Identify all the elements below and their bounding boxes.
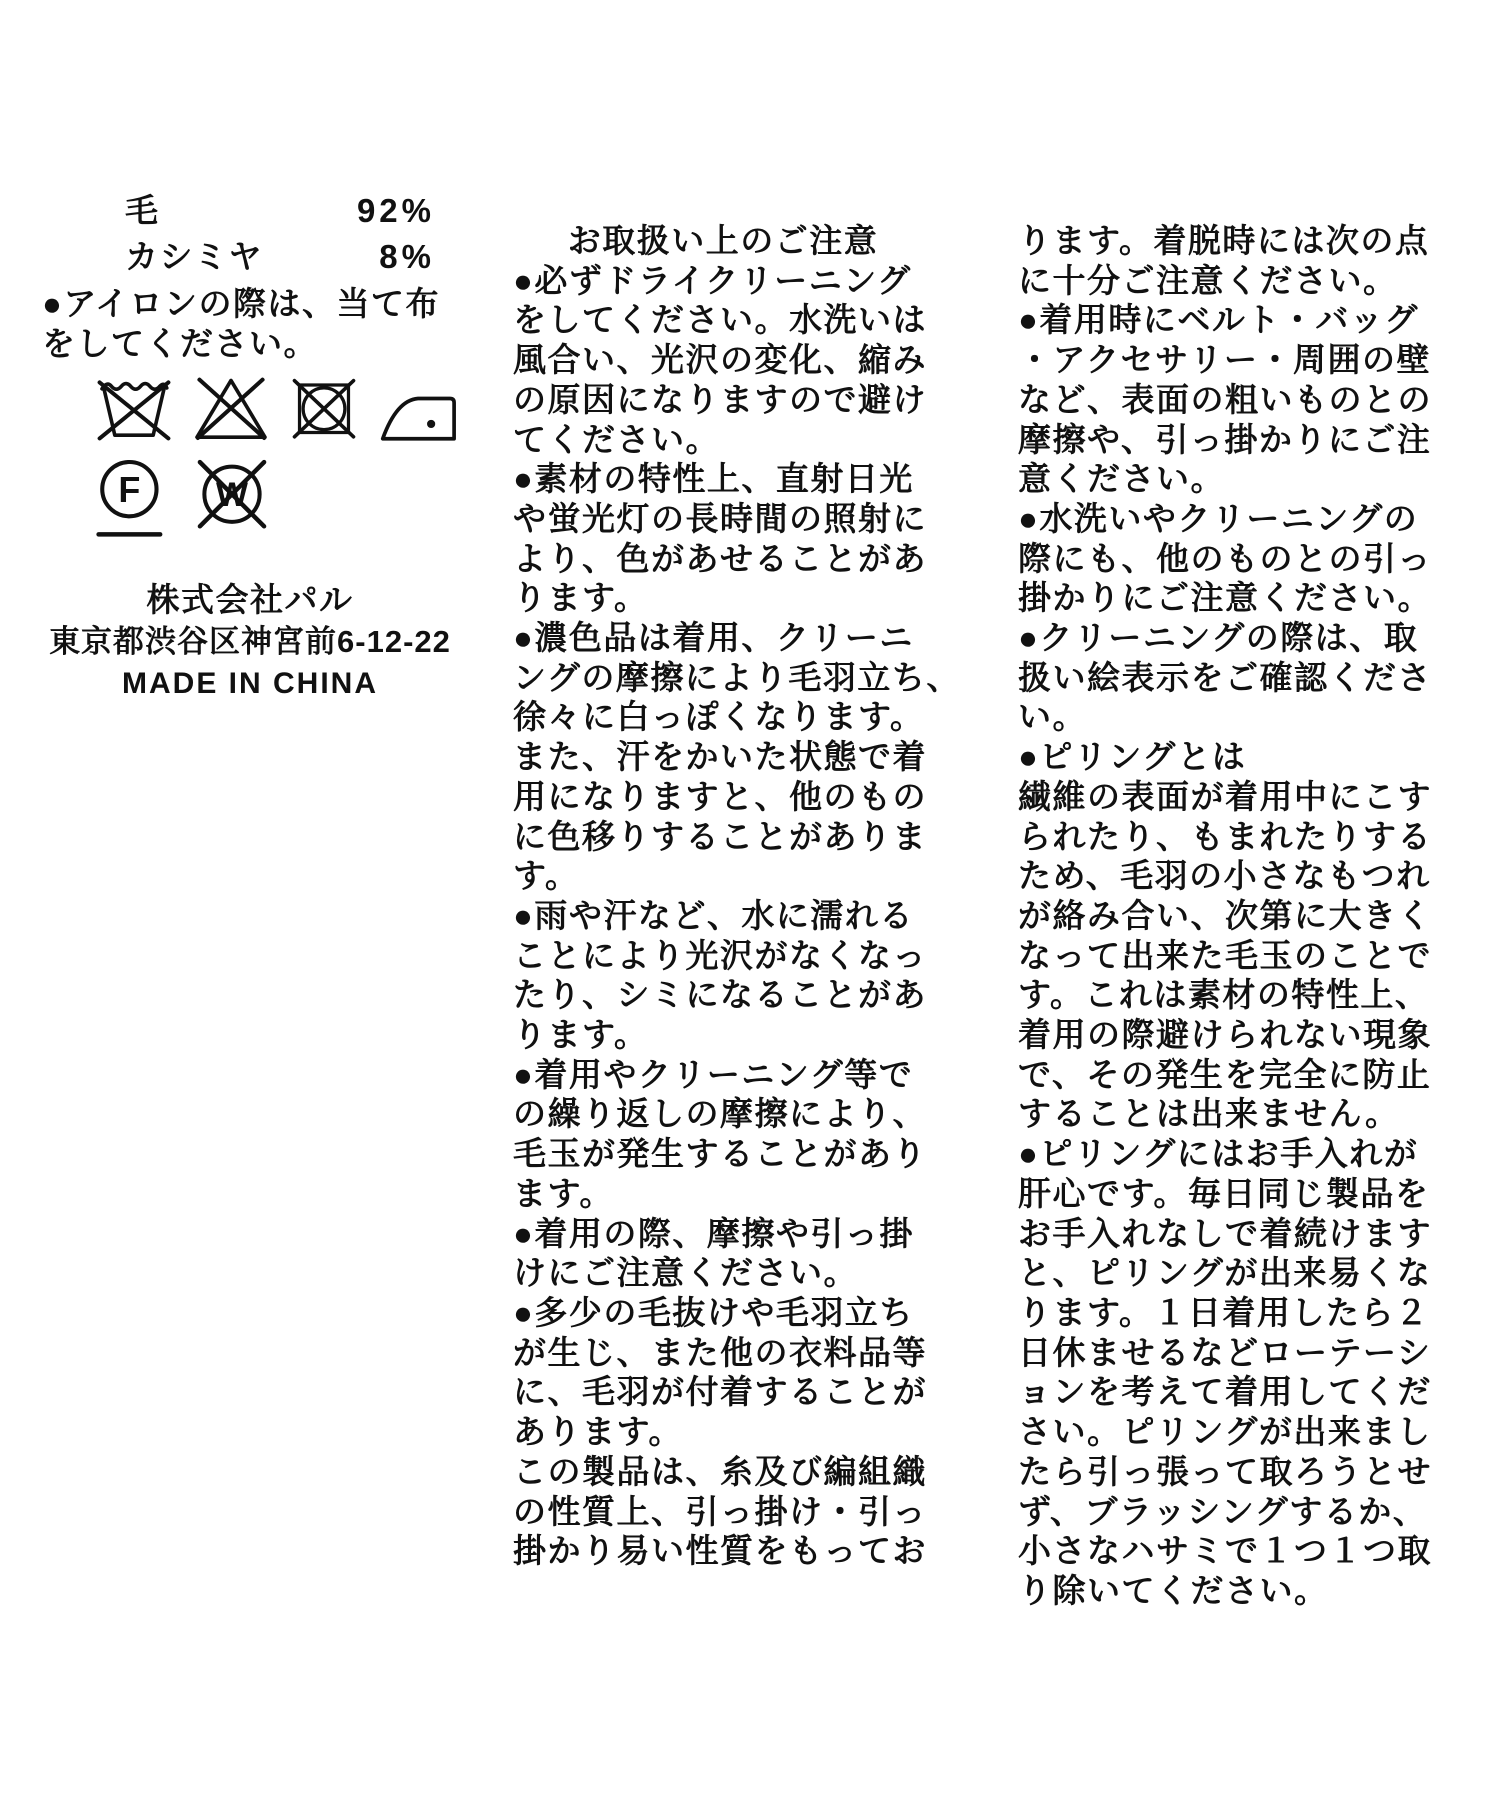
text-line: られたり、もまれたりする bbox=[1018, 817, 1432, 855]
care-instructions-title: お取扱い上のご注意 bbox=[567, 222, 879, 259]
text-line: お手入れなしで着続けます bbox=[1018, 1214, 1432, 1252]
text-line: この製品は、糸及び編組織 bbox=[513, 1452, 927, 1490]
text-line: ョンを考えて着用してくだ bbox=[1018, 1373, 1432, 1411]
text-line: 風合い、光沢の変化、縮み bbox=[513, 341, 927, 379]
text-line: に、毛羽が付着することが bbox=[513, 1373, 927, 1411]
text-line: り除いてください。 bbox=[1018, 1571, 1329, 1609]
iron-note-line: ●アイロンの際は、当て布 bbox=[42, 285, 440, 322]
text-line: ●濃色品は着用、クリーニ bbox=[513, 619, 914, 657]
fiber-composition-row bbox=[125, 188, 435, 234]
text-line: ●必ずドライクリーニング bbox=[513, 261, 912, 299]
text-line: ●水洗いやクリーニングの bbox=[1018, 499, 1419, 537]
text-line: に色移りすることがありま bbox=[513, 817, 927, 855]
text-line: ングの摩擦により毛羽立ち、 bbox=[513, 658, 961, 696]
text-line: ●着用やクリーニング等で bbox=[513, 1055, 914, 1093]
iron-note bbox=[42, 284, 440, 363]
text-line: 際にも、他のものとの引っ bbox=[1018, 539, 1432, 577]
manufacturer-info bbox=[20, 579, 480, 705]
text-line: ず、ブラッシングするか、 bbox=[1018, 1492, 1428, 1530]
text-line: てください。 bbox=[513, 420, 720, 458]
text-line: が絡み合い、次第に大きく bbox=[1018, 896, 1432, 934]
do-not-wash-icon bbox=[94, 374, 174, 442]
text-line: また、汗をかいた状態で着 bbox=[513, 738, 927, 776]
fiber-composition-row-material: 毛 bbox=[125, 192, 160, 229]
text-line: ●素材の特性上、直射日光 bbox=[513, 460, 914, 498]
dry-clean-letter: F bbox=[118, 468, 141, 510]
text-line: 毛玉が発生することがあり bbox=[513, 1135, 927, 1173]
text-line: 用になりますと、他のもの bbox=[513, 777, 927, 815]
fiber-composition bbox=[125, 188, 435, 280]
care-instructions-column-1 bbox=[513, 221, 961, 1571]
iron-note-line: をしてください。 bbox=[42, 324, 318, 362]
care-instructions-text-1 bbox=[513, 261, 961, 1571]
fiber-composition-row-material: カシミヤ bbox=[125, 238, 263, 275]
text-line: 扱い絵表示をご確認くださ bbox=[1018, 658, 1432, 696]
text-line: ●ピリングにはお手入れが bbox=[1018, 1135, 1419, 1173]
text-line: ります。着脱時には次の点 bbox=[1018, 222, 1430, 259]
do-not-bleach-icon bbox=[190, 374, 272, 442]
text-line: 日休ませるなどローテーシ bbox=[1018, 1333, 1432, 1371]
text-line: ります。 bbox=[513, 579, 649, 617]
text-line: をしてください。水洗いは bbox=[513, 301, 927, 339]
company-name: 株式会社パル bbox=[146, 581, 354, 618]
care-instructions-text-2 bbox=[1018, 221, 1438, 1611]
text-line: す。 bbox=[513, 857, 580, 895]
text-line: さい。ピリングが出来まし bbox=[1018, 1413, 1432, 1451]
text-line: なって出来た毛玉のことで bbox=[1018, 936, 1432, 974]
text-line: ●着用時にベルト・バッグ bbox=[1018, 301, 1419, 339]
text-line: など、表面の粗いものとの bbox=[1018, 380, 1432, 418]
dry-clean-petroleum-icon bbox=[95, 458, 171, 542]
text-line: の原因になりますので避け bbox=[513, 380, 927, 418]
text-line: の性質上、引っ掛け・引っ bbox=[513, 1492, 927, 1530]
text-line: 徐々に白っぽくなります。 bbox=[513, 698, 925, 736]
text-line: 肝心です。毎日同じ製品を bbox=[1018, 1174, 1430, 1212]
text-line: が生じ、また他の衣料品等 bbox=[513, 1333, 927, 1371]
iron-one-dot bbox=[427, 420, 435, 428]
care-instructions-column-2 bbox=[1018, 221, 1438, 1611]
text-line: に十分ご注意ください。 bbox=[1018, 261, 1398, 299]
wet-clean-letter: W bbox=[216, 475, 248, 514]
text-line: の繰り返しの摩擦により、 bbox=[513, 1095, 927, 1133]
text-line: ことにより光沢がなくなっ bbox=[513, 936, 927, 974]
text-line: 小さなハサミで１つ１つ取 bbox=[1018, 1532, 1432, 1570]
do-not-wet-clean-icon bbox=[191, 458, 273, 534]
text-line: たら引っ張って取ろうとせ bbox=[1018, 1452, 1432, 1490]
text-line: ●多少の毛抜けや毛羽立ち bbox=[513, 1293, 914, 1331]
text-line: けにご注意ください。 bbox=[513, 1254, 858, 1292]
text-line: 着用の際避けられない現象 bbox=[1018, 1016, 1432, 1054]
text-line: たり、シミになることがあ bbox=[513, 976, 927, 1014]
fiber-composition-row-percent: 8% bbox=[379, 238, 435, 275]
text-line: と、ピリングが出来易くな bbox=[1018, 1254, 1432, 1292]
text-line: で、その発生を完全に防止 bbox=[1018, 1055, 1432, 1093]
do-not-tumble-dry-icon bbox=[288, 374, 360, 442]
text-line: ります。１日着用したら２ bbox=[1018, 1293, 1430, 1331]
text-line: ●着用の際、摩擦や引っ掛 bbox=[513, 1214, 914, 1252]
company-address: 東京都渋谷区神宮前6-12-22 bbox=[49, 624, 451, 659]
text-line: ●ピリングとは bbox=[1018, 738, 1247, 776]
text-line: 繊維の表面が着用中にこす bbox=[1018, 777, 1432, 815]
care-symbols-row-1 bbox=[94, 374, 460, 442]
text-line: 摩擦や、引っ掛かりにご注 bbox=[1018, 420, 1432, 458]
text-line: ます。 bbox=[513, 1174, 614, 1212]
text-line: より、色があせることがあ bbox=[513, 539, 927, 577]
text-line: す。これは素材の特性上、 bbox=[1018, 976, 1430, 1014]
text-line: ●雨や汗など、水に濡れる bbox=[513, 896, 914, 934]
text-line: ため、毛羽の小さなもつれ bbox=[1018, 857, 1431, 895]
text-line: い。 bbox=[1018, 698, 1087, 736]
iron-low-heat-icon bbox=[376, 378, 460, 442]
text-line: あります。 bbox=[513, 1413, 683, 1451]
text-line: 意ください。 bbox=[1018, 460, 1225, 498]
country-of-origin: MADE IN CHINA bbox=[122, 667, 378, 700]
fiber-composition-row bbox=[125, 234, 435, 280]
text-line: や蛍光灯の長時間の照射に bbox=[513, 499, 927, 537]
text-line: 掛かり易い性質をもってお bbox=[513, 1532, 927, 1570]
care-symbols-row-2 bbox=[95, 458, 273, 542]
fiber-composition-row-percent: 92% bbox=[356, 192, 435, 229]
text-line: 掛かりにご注意ください。 bbox=[1018, 579, 1432, 617]
text-line: することは出来ません。 bbox=[1018, 1095, 1400, 1133]
text-line: ●クリーニングの際は、取 bbox=[1018, 619, 1419, 657]
text-line: ・アクセサリー・周囲の壁 bbox=[1018, 341, 1432, 379]
text-line: ります。 bbox=[513, 1016, 649, 1054]
